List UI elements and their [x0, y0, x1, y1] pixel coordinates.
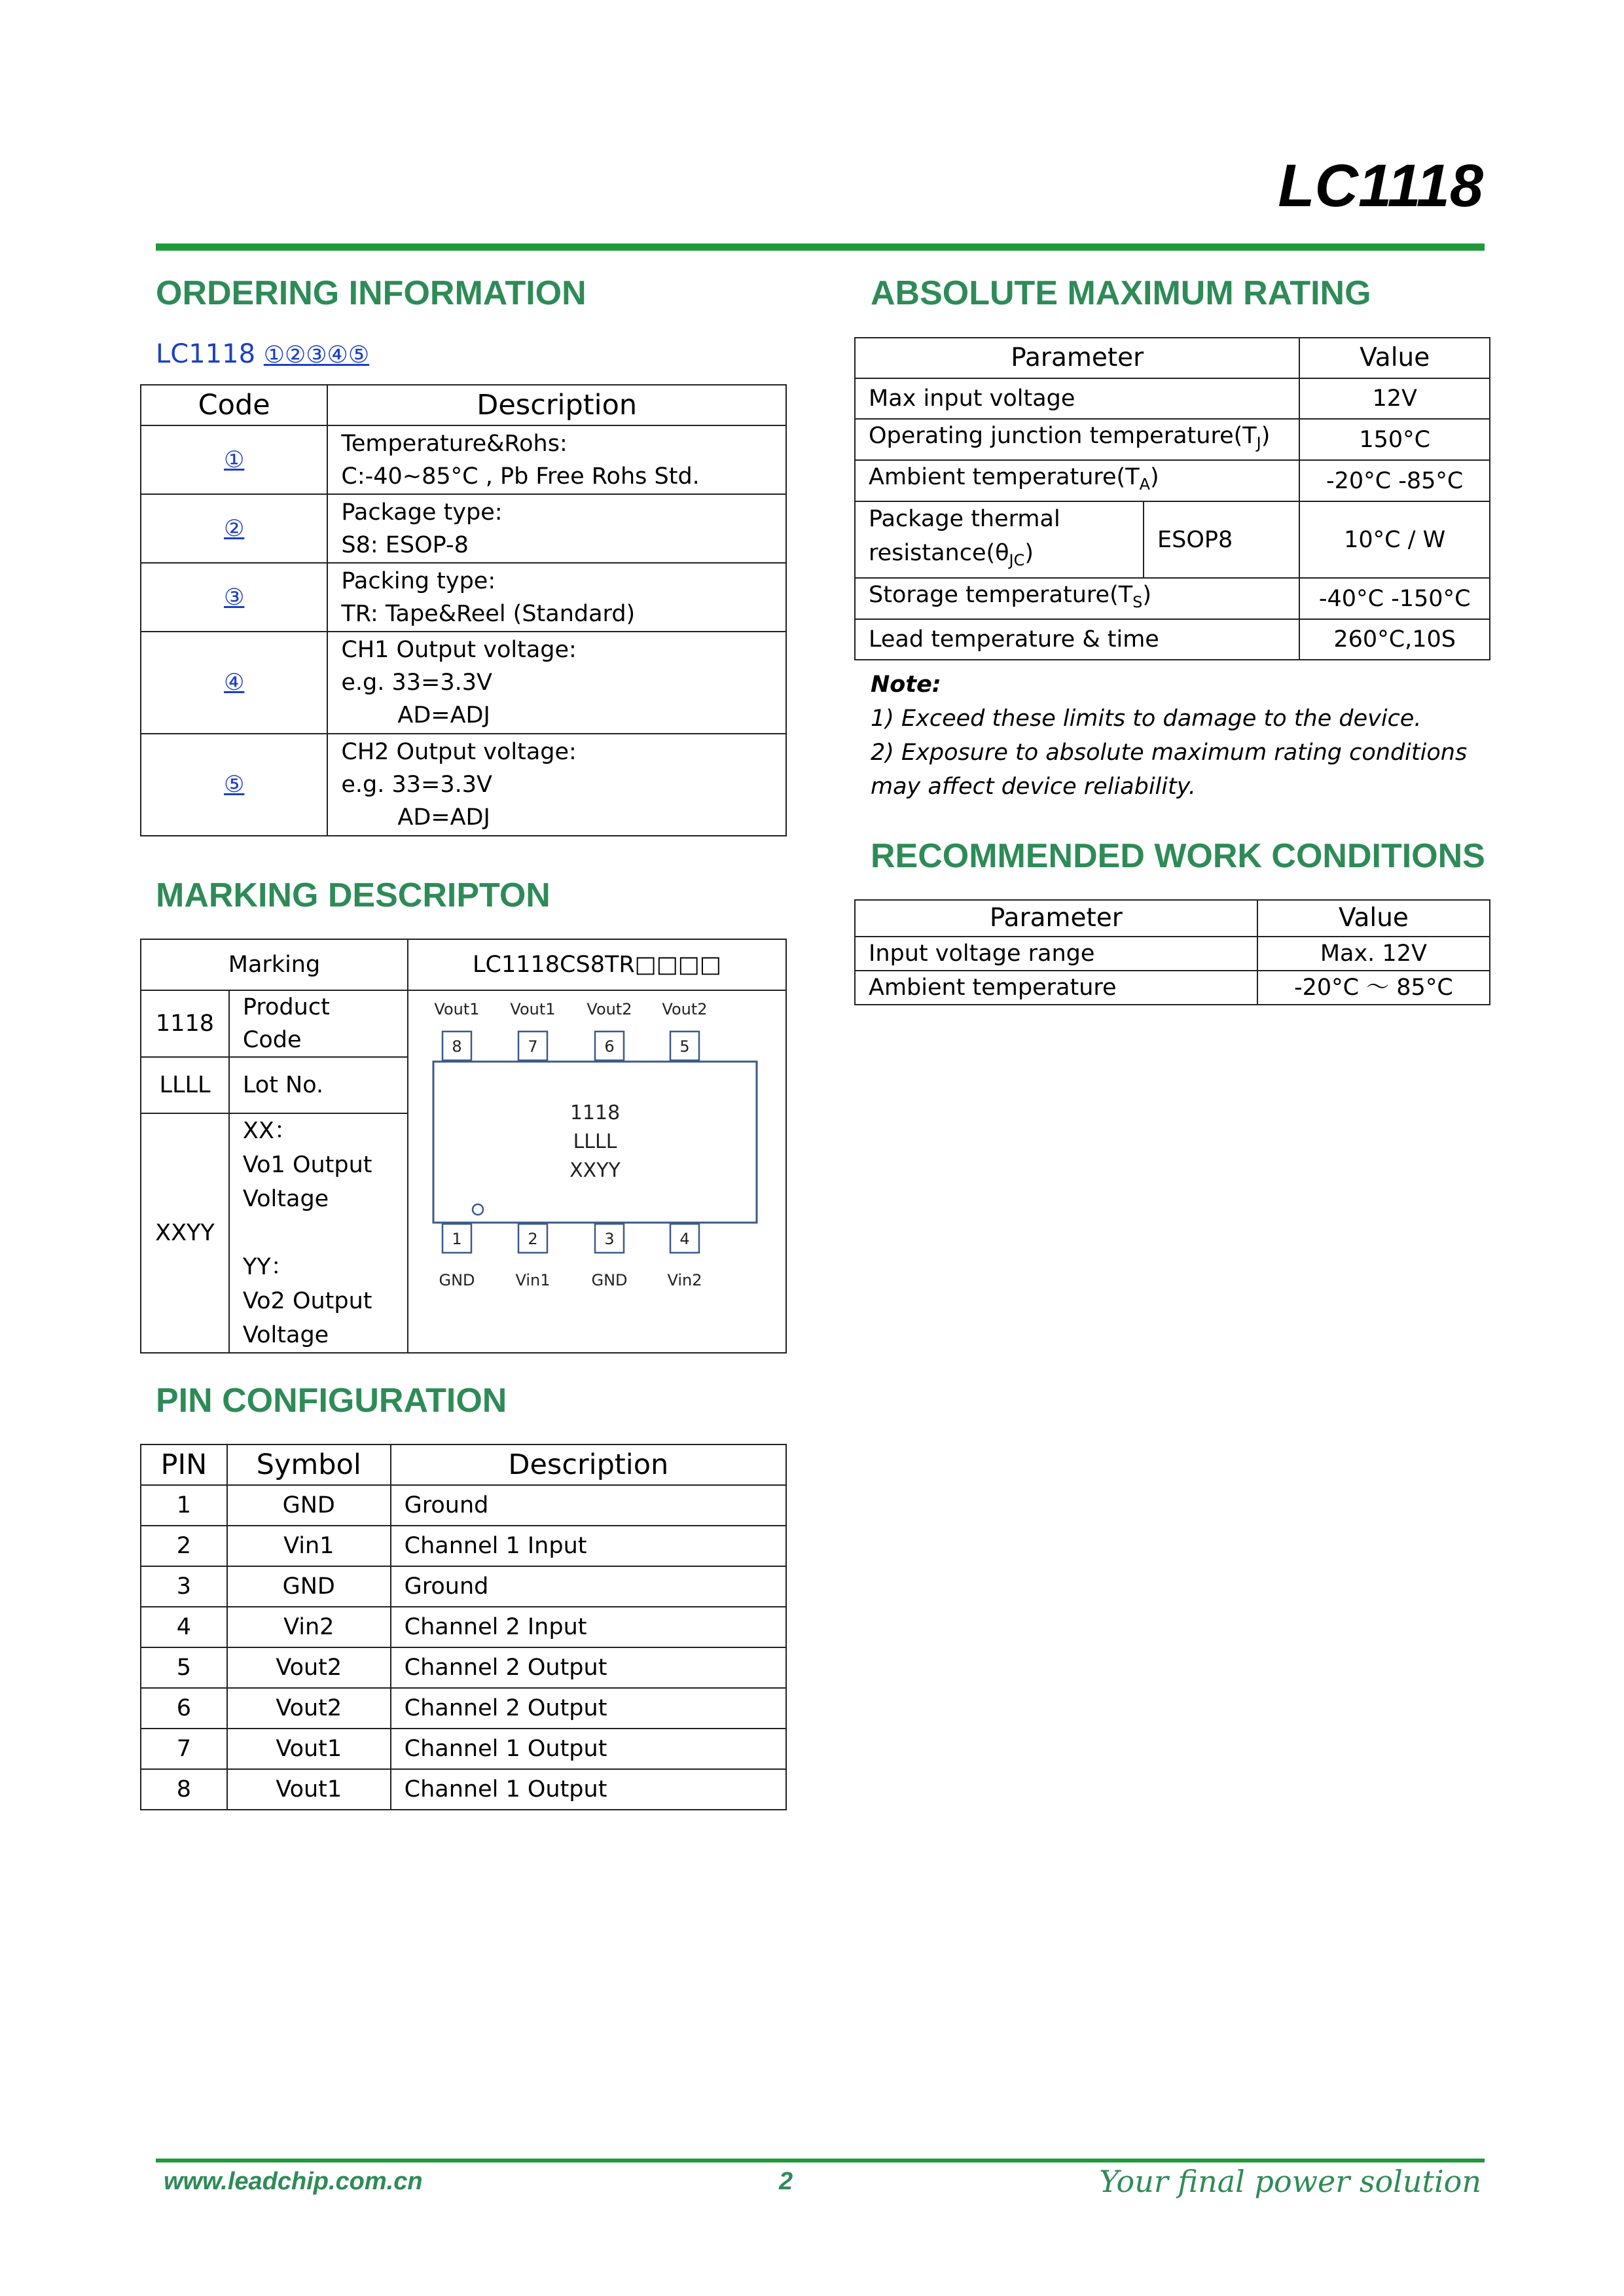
chip-pin-number: 7 — [528, 1037, 538, 1056]
marking-title: MARKING DESCRIPTON — [156, 876, 550, 914]
pin-description: Ground — [391, 1485, 786, 1526]
pin-description: Channel 2 Output — [391, 1688, 786, 1729]
ordering-desc-line: C:-40~85°C , Pb Free Rohs Std. — [341, 463, 700, 490]
note-line: 1) Exceed these limits to damage to the device. — [871, 706, 1422, 732]
pin-description: Channel 2 Output — [391, 1647, 786, 1688]
abs-value: 260°C,10S — [1299, 619, 1490, 660]
chip-pin-number: 4 — [679, 1230, 690, 1248]
abs-col-value: Value — [1299, 338, 1490, 378]
ordering-code: ④ — [141, 632, 327, 734]
marking-desc-line: Vo2 Output — [242, 1288, 372, 1314]
ordering-desc-line: Package type: — [341, 499, 503, 526]
abs-value: -40°C -150°C — [1299, 578, 1490, 619]
pin-symbol: Vout2 — [227, 1647, 391, 1688]
chip-pin-number: 5 — [679, 1037, 690, 1056]
recommended-title: RECOMMENDED WORK CONDITIONS — [871, 837, 1485, 875]
ordering-desc-line: TR: Tape&Reel (Standard) — [341, 600, 636, 627]
pin-number: 7 — [141, 1729, 227, 1769]
pin-row — [141, 1688, 786, 1729]
chip-pin-number: 8 — [452, 1037, 462, 1056]
abs-max-table — [854, 337, 1490, 660]
abs-param-end: ) — [1142, 582, 1151, 608]
abs-param-sub: JC — [1009, 551, 1025, 569]
marking-code: LLLL — [141, 1057, 229, 1113]
abs-row — [855, 578, 1490, 619]
abs-row — [855, 378, 1490, 419]
pin-config-title: PIN CONFIGURATION — [156, 1382, 507, 1420]
pin-number: 1 — [141, 1485, 227, 1526]
pin-number: 5 — [141, 1647, 227, 1688]
ordering-desc-line: S8: ESOP-8 — [341, 531, 469, 558]
abs-param-sub: J — [1256, 434, 1261, 452]
ordering-part-code — [156, 339, 369, 369]
pin-symbol: GND — [227, 1485, 391, 1526]
marking-desc-line: Voltage — [242, 1186, 329, 1212]
marking-code: XXYY — [141, 1113, 229, 1353]
abs-param-text: resistance(θ — [869, 540, 1009, 566]
abs-param: Max input voltage — [855, 378, 1299, 419]
chip-top-label: Vout2 — [662, 1000, 708, 1018]
marking-table — [140, 939, 787, 1354]
abs-value: -20°C -85°C — [1299, 460, 1490, 501]
pin-row — [141, 1769, 786, 1810]
ordering-code: ⑤ — [141, 734, 327, 836]
abs-value: 10°C / W — [1299, 501, 1490, 578]
ordering-desc-line: CH1 Output voltage: — [341, 637, 577, 663]
ordering-desc-line: AD=ADJ — [397, 804, 490, 831]
pin-row — [141, 1526, 786, 1566]
pin-number: 8 — [141, 1769, 227, 1810]
chip-pin-number: 2 — [528, 1230, 538, 1248]
pin-row — [141, 1566, 786, 1607]
rec-row — [855, 937, 1490, 971]
marking-desc: Product Code — [229, 990, 408, 1057]
ordering-col-code: Code — [141, 385, 327, 425]
pin-symbol: Vin1 — [227, 1526, 391, 1566]
pin-symbol: Vout1 — [227, 1729, 391, 1769]
pin-description: Channel 1 Input — [391, 1526, 786, 1566]
abs-param-text: Ambient temperature(T — [869, 464, 1140, 490]
footer-url[interactable]: www.leadchip.com.cn — [164, 2168, 423, 2195]
ordering-desc-line: Packing type: — [341, 567, 496, 594]
abs-col-parameter: Parameter — [855, 338, 1299, 378]
abs-param-sub: S — [1132, 593, 1143, 611]
abs-notes — [871, 668, 1467, 804]
abs-param — [855, 578, 1299, 619]
ordering-code: ① — [141, 425, 327, 494]
ordering-row — [141, 494, 786, 563]
ordering-row — [141, 734, 786, 836]
abs-value: 150°C — [1299, 419, 1490, 460]
chip-body-line: LLLL — [573, 1130, 617, 1153]
ordering-row — [141, 632, 786, 734]
ordering-row — [141, 563, 786, 632]
footer-rule — [156, 2159, 1485, 2162]
rec-row — [855, 971, 1490, 1005]
ordering-col-description: Description — [327, 385, 786, 425]
marking-desc-spacer — [243, 1216, 394, 1250]
pin-number: 3 — [141, 1566, 227, 1607]
note-line: 2) Exposure to absolute maximum rating conditions — [871, 740, 1468, 766]
abs-row — [855, 460, 1490, 501]
ordering-desc-line: e.g. 33=3.3V — [341, 670, 492, 696]
chip-bottom-label: GND — [439, 1271, 475, 1289]
abs-param-text: Storage temperature(T — [869, 582, 1133, 608]
pin-number: 6 — [141, 1688, 227, 1729]
chip-bottom-label: Vin2 — [667, 1271, 702, 1289]
note-title: Note: — [871, 672, 941, 698]
pin-col-symbol: Symbol — [227, 1444, 391, 1485]
rec-col-value: Value — [1257, 900, 1490, 937]
abs-param — [855, 501, 1144, 578]
ordering-desc-line: Temperature&Rohs: — [341, 430, 568, 457]
ordering-title: ORDERING INFORMATION — [156, 274, 586, 312]
marking-header-label: Marking — [141, 939, 408, 990]
marking-desc-line: XX： — [242, 1118, 297, 1144]
chip-top-label: Vout2 — [586, 1000, 632, 1018]
ordering-code: ③ — [141, 563, 327, 632]
pin-row — [141, 1485, 786, 1526]
recommended-table — [854, 899, 1490, 1005]
chip-pin-number: 6 — [604, 1037, 615, 1056]
abs-param — [855, 419, 1299, 460]
marking-desc-line: Vo1 Output — [242, 1152, 372, 1178]
abs-param — [855, 460, 1299, 501]
rec-param: Input voltage range — [855, 937, 1257, 971]
abs-package: ESOP8 — [1144, 501, 1299, 578]
rec-value: -20°C ～ 85°C — [1257, 971, 1490, 1005]
abs-param: Lead temperature & time — [855, 619, 1299, 660]
chip-diagram — [408, 991, 785, 1338]
ordering-desc-line: e.g. 33=3.3V — [341, 772, 492, 798]
pin-symbol: Vout2 — [227, 1688, 391, 1729]
marking-row — [141, 990, 786, 1057]
chip-top-label: Vout1 — [510, 1000, 556, 1018]
ordering-desc-line: AD=ADJ — [397, 702, 490, 728]
marking-code: 1118 — [141, 990, 229, 1057]
marking-desc-line: Voltage — [242, 1322, 329, 1348]
abs-row — [855, 419, 1490, 460]
abs-row — [855, 619, 1490, 660]
pin-symbol: Vin2 — [227, 1607, 391, 1647]
ordering-table — [140, 384, 787, 836]
rec-col-parameter: Parameter — [855, 900, 1257, 937]
pin-symbol: Vout1 — [227, 1769, 391, 1810]
note-line: may affect device reliability. — [871, 774, 1196, 800]
pin-row — [141, 1729, 786, 1769]
part-prefix: LC1118 — [156, 339, 256, 369]
abs-param-text: Operating junction temperature(T — [869, 423, 1257, 449]
marking-header-code: LC1118CS8TR□□□□ — [408, 939, 786, 990]
abs-param-text: Package thermal — [869, 506, 1060, 532]
pin-number: 4 — [141, 1607, 227, 1647]
chip-body-line: XXYY — [569, 1159, 621, 1182]
ordering-desc-line: CH2 Output voltage: — [341, 739, 577, 765]
abs-max-title: ABSOLUTE MAXIMUM RATING — [871, 274, 1371, 312]
pin-number: 2 — [141, 1526, 227, 1566]
ordering-code: ② — [141, 494, 327, 563]
marking-desc-line: YY： — [242, 1254, 294, 1280]
pin-description: Channel 2 Input — [391, 1607, 786, 1647]
pin-symbol: GND — [227, 1566, 391, 1607]
ordering-row — [141, 425, 786, 494]
chip-pin-number: 3 — [604, 1230, 615, 1248]
header-rule — [156, 243, 1485, 251]
chip-bottom-label: GND — [591, 1271, 628, 1289]
marking-chip-cell — [408, 990, 786, 1353]
pin-col-description: Description — [391, 1444, 786, 1485]
abs-param-end: ) — [1261, 423, 1271, 449]
abs-param-end: ) — [1150, 464, 1159, 490]
pin-col-pin: PIN — [141, 1444, 227, 1485]
marking-desc: Lot No. — [229, 1057, 408, 1113]
pin-config-table — [140, 1444, 787, 1810]
pin-row — [141, 1607, 786, 1647]
abs-param-end: ) — [1024, 540, 1034, 566]
pin-description: Ground — [391, 1566, 786, 1607]
chip-pin-number: 1 — [452, 1230, 462, 1248]
chip-bottom-label: Vin1 — [515, 1271, 550, 1289]
abs-param-sub: A — [1139, 475, 1150, 493]
rec-value: Max. 12V — [1257, 937, 1490, 971]
part-number-title: LC1118 — [1278, 152, 1483, 219]
pin-row — [141, 1647, 786, 1688]
abs-row — [855, 501, 1490, 578]
page-number: 2 — [779, 2168, 793, 2195]
chip-body-line: 1118 — [569, 1102, 621, 1124]
chip-top-label: Vout1 — [434, 1000, 480, 1018]
abs-value: 12V — [1299, 378, 1490, 419]
footer-slogan: Your final power solution — [1099, 2164, 1481, 2199]
rec-param: Ambient temperature — [855, 971, 1257, 1005]
part-suffix-codes: ①②③④⑤ — [263, 342, 370, 368]
pin-description: Channel 1 Output — [391, 1769, 786, 1810]
pin-description: Channel 1 Output — [391, 1729, 786, 1769]
